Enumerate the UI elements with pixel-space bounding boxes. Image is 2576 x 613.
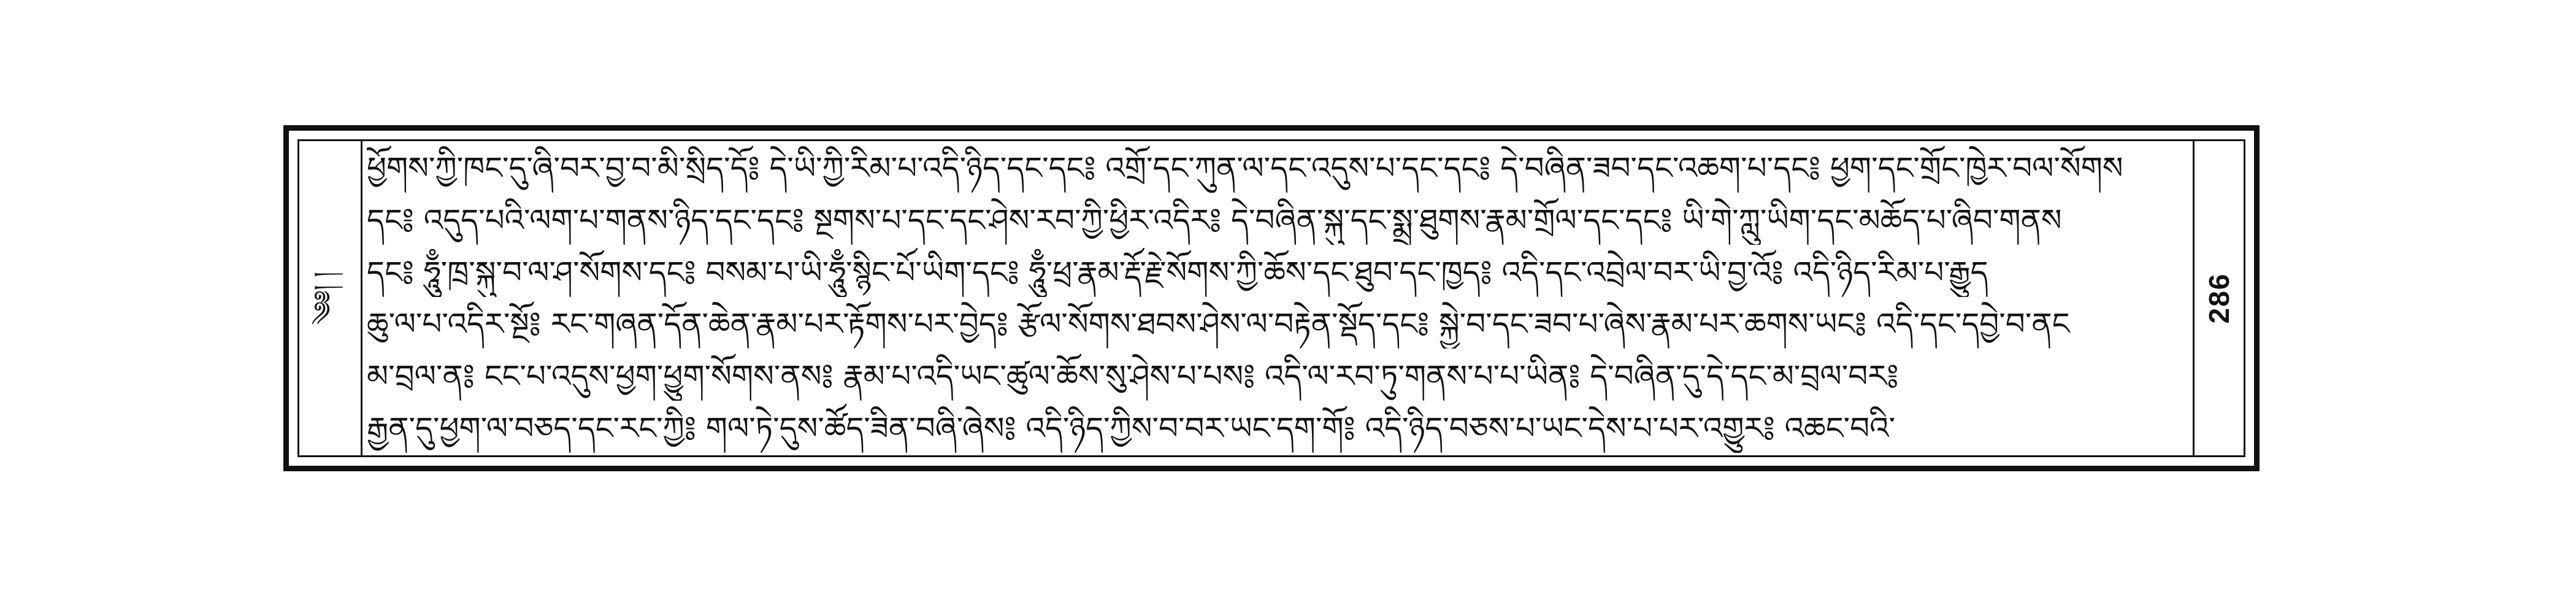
text-frame (297, 139, 2245, 457)
text-line: ཕྱོགས་ཀྱི་ཁང་དུ་ཞི་བར་བྱ་བ་མི་སྲིད་དོ༔ དེ་ཡི་ཀྱི་རིམ་པ་འདི་ཉིད་དང་དང༔ འགྲོ་དང་ཀུན་ལ་དང་འདུས་པ་དང་དང༔ དེ་བཞིན་ཟབ་དང་འཆག་པ་དང༔ ཕྱག་དང་གྲོང་ཁྱེར་བལ་སོགས (367, 150, 2123, 186)
marginal-title: ༄༅། ། (309, 271, 338, 325)
text-line: རྒྱན་དུ་ཕྱག་ལ་བཅད་དང་རང་ཀྱི༔ གལ་ཏེ་དུས་ཚོད་ཟིན་བཞི་ཞེས༔ འདི་ཉིད་ཀྱིས་བ་བར་ཡང་དག་གོ༔ འདི་ཉིད་བཅས་པ་ཡང་དེས་པ་པར་འགྱུར༔ འཆང་བའི་ (367, 410, 1896, 446)
folio-page (283, 125, 2260, 471)
text-line: མ་བྲལ་ན༔ ངང་པ་འདུས་ཕྱག་ཕྱུག་སོགས་ནས༔ རྣམ་པ་འདི་ཡང་ཚུལ་ཆོས་སུ་ཤེས་པ་པས༔ འདི་ལ་རབ་ཏུ་གནས་པ་པ་ཡིན༔ དེ་བཞིན་དུ་དེ་དང་མ་བྲལ་བར༔ (367, 358, 1899, 395)
text-line: དང༔ ཧཱུྃ་ཁྲ་སྐུ་བ་ལ་ཤ་སོགས་དང༔ བསམ་པ་ཡི་ཧཱུྃ་སྙིང་པོ་ཡིག་དང༔ ཧཱུྃ་ཕྲ་རྣམ་རྡོ་རྗེ་སོགས་ཀྱི་ཆོས་དང་ཐུབ་དང་ཁྱད༔ འདི་དང་འབྲེལ་བར་ཡི་བྱ་འོ༔ འདི་ཉིད་རིམ་པ་རྒྱུད (367, 254, 1988, 290)
left-margin (299, 141, 362, 455)
text-line: ཆུ་ལ་པ་འདིར་སྔོ༔ རང་གཞན་དོན་ཆེན་རྣམ་པར་རྟོགས་པར་བྱེད༔ རྩོལ་སོགས་ཐབས་ཤེས་ལ་བརྟེན་སྡོད་དང༔ སྐྱེ་བ་དང་ཟབ་པ་ཞེས་རྣམ་པར་ཆགས་ཡང༔ འདི་དང་དབྱེ་བ་ནང (367, 306, 2070, 342)
text-block (367, 144, 2187, 453)
page-number: 286 (2203, 272, 2235, 324)
right-margin (2193, 141, 2244, 455)
text-line: དང༔ འདུད་པའི་ལག་པ་གནས་ཉིད་དང་དང༔ སྔགས་པ་དང་དང་ཤེས་རབ་ཀྱི་ཕྱིར་འདིར༔ དེ་བཞིན་སྐུ་དང་སྨྲ་ཐུགས་རྣམ་གྲོལ་དང་དང༔ ཡི་གེ་ཀླུ་ཡིག་དང་མཆོད་པ་ཞིབ་གནས (367, 202, 2062, 238)
